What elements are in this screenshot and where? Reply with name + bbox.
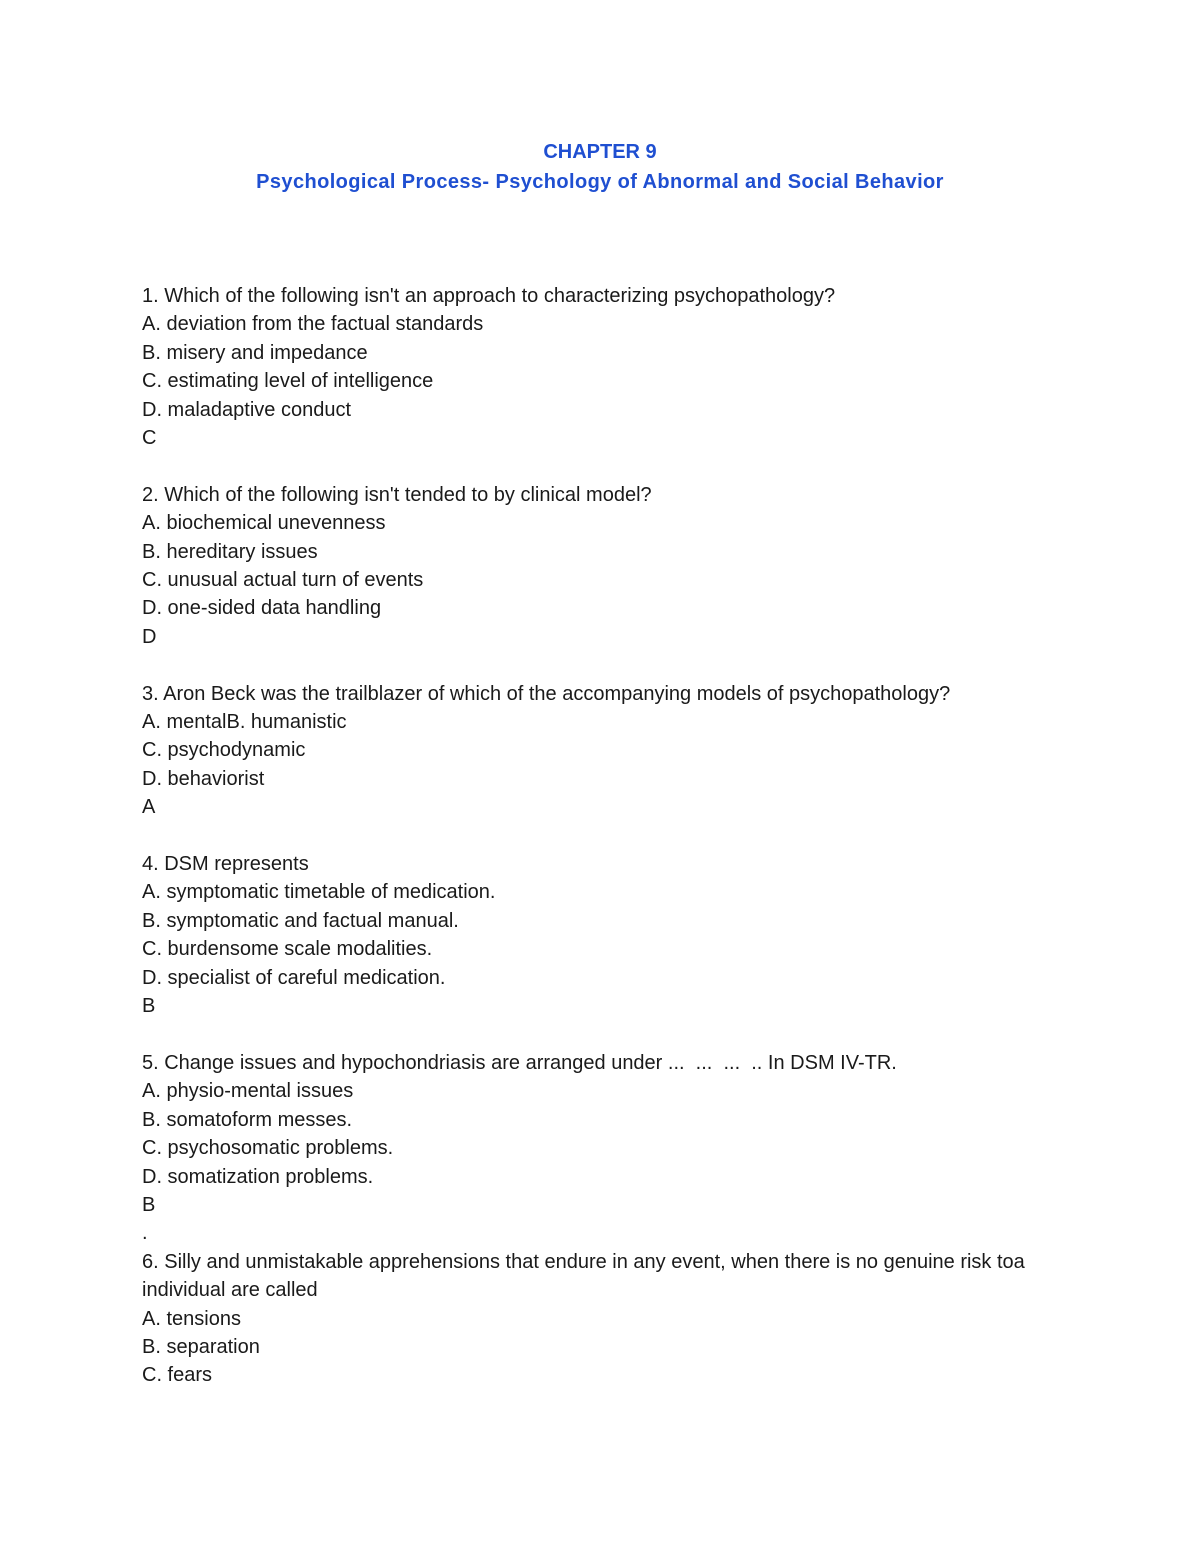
option-b: B. somatoform messes. xyxy=(142,1108,353,1131)
question-text: 1. Which of the following isn't an approach to characterizing psychopathology? xyxy=(142,285,836,307)
question-block xyxy=(142,282,1082,452)
question-text: 5. Change issues and hypochondriasis are arranged under ... ... ... .. In DSM IV-TR. xyxy=(142,1051,897,1074)
option-c: C. unusual actual turn of events xyxy=(142,569,424,592)
question-text: 4. DSM represents xyxy=(142,853,309,876)
option-d: D. one-sided data handling xyxy=(142,597,382,620)
option-c: C. estimating level of intelligence xyxy=(142,370,434,393)
answer: A xyxy=(142,796,156,819)
option-b: B. hereditary issues xyxy=(142,540,318,563)
question-block xyxy=(142,680,1082,822)
option-b: B. symptomatic and factual manual. xyxy=(142,909,459,932)
question-block xyxy=(142,481,1082,651)
option-a: A. tensions xyxy=(142,1307,241,1330)
question-block xyxy=(142,850,1082,1020)
trailing-mark: . xyxy=(142,1222,148,1245)
spacer xyxy=(142,452,1082,480)
option-c: C. psychodynamic xyxy=(142,739,306,762)
option-d: D. maladaptive conduct xyxy=(142,398,352,421)
option-d: D. specialist of careful medication. xyxy=(142,966,446,989)
spacer xyxy=(142,1021,1082,1049)
question-text: 3. Aron Beck was the trailblazer of which of the accompanying models of psychopathology? xyxy=(142,682,951,705)
chapter-heading: CHAPTER 9 xyxy=(543,141,657,163)
chapter-subtitle: Psychological Process- Psychology of Abnormal and Social Behavior xyxy=(256,171,944,193)
answer: B xyxy=(142,995,156,1018)
answer: C xyxy=(142,427,157,450)
question-text: 2. Which of the following isn't tended to by clinical model? xyxy=(142,483,652,506)
option-a: A. symptomatic timetable of medication. xyxy=(142,881,496,904)
option-b: B. misery and impedance xyxy=(142,341,368,364)
option-d: D. somatization problems. xyxy=(142,1165,374,1188)
option-c: C. burdensome scale modalities. xyxy=(142,938,433,961)
option-a: A. physio-mental issues xyxy=(142,1080,354,1103)
option-c: C. fears xyxy=(142,1364,213,1387)
spacer xyxy=(142,651,1082,679)
question-list xyxy=(142,282,1082,1390)
question-block xyxy=(142,1049,1082,1248)
option-b: B. separation xyxy=(142,1335,260,1358)
answer: D xyxy=(142,625,157,648)
spacer xyxy=(142,822,1082,850)
option-a: A. deviation from the factual standards xyxy=(142,313,484,336)
answer: B xyxy=(142,1193,156,1216)
option-a-b: A. mentalB. humanistic xyxy=(142,711,347,734)
question-text: 6. Silly and unmistakable apprehensions that endure in any event, when there is no genuine risk toa individual are called xyxy=(142,1250,1025,1302)
option-d: D. behaviorist xyxy=(142,767,265,790)
option-c: C. psychosomatic problems. xyxy=(142,1137,394,1160)
question-block xyxy=(142,1248,1082,1390)
option-a: A. biochemical unevenness xyxy=(142,512,386,535)
